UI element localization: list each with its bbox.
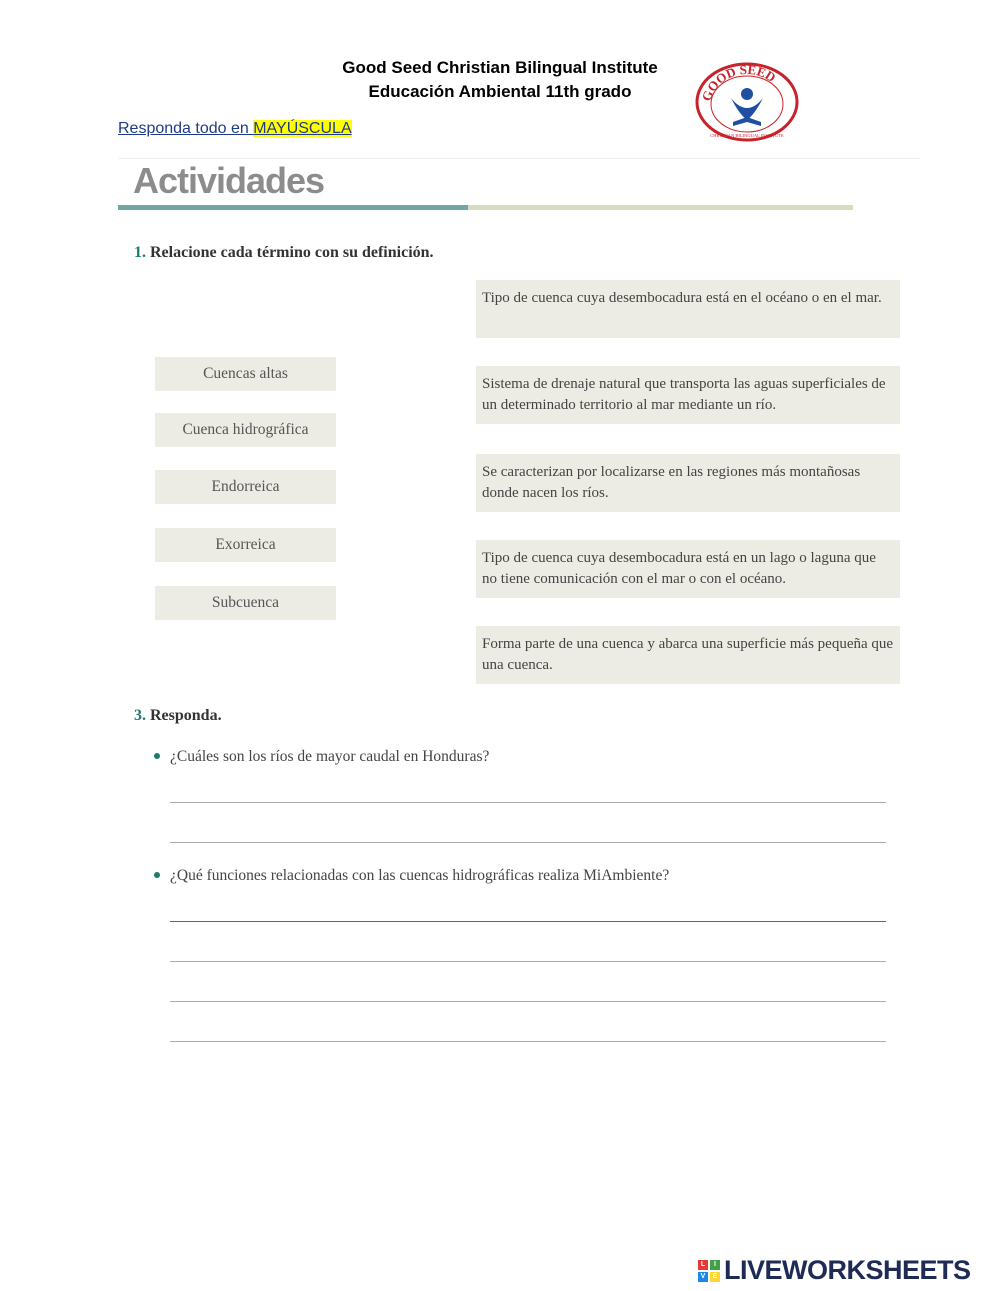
question-1-number: 1. — [134, 244, 146, 261]
bullet-icon — [154, 872, 160, 878]
instruction-prefix: Responda todo en — [118, 120, 254, 137]
instruction-highlight: MAYÚSCULA — [253, 120, 352, 137]
bullet-question — [154, 867, 669, 885]
answer-line[interactable] — [170, 1041, 886, 1042]
logo-bottom-text: CHRISTIAN BILINGUAL INSTITUTE — [710, 133, 784, 138]
answer-line[interactable] — [170, 1001, 886, 1002]
answer-line[interactable] — [170, 842, 886, 843]
question-3-prompt: Responda. — [150, 707, 222, 724]
answer-line[interactable] — [170, 961, 886, 962]
liveworksheets-wordmark: LIVEWORKSHEETS — [724, 1255, 971, 1285]
bullet-icon — [154, 753, 160, 759]
instruction-link[interactable] — [118, 120, 352, 138]
question-1-prompt: Relacione cada término con su definición. — [150, 244, 434, 261]
term-box[interactable]: Exorreica — [155, 528, 336, 562]
term-box[interactable]: Subcuenca — [155, 586, 336, 620]
term-box[interactable]: Endorreica — [155, 470, 336, 504]
bullet-question — [154, 748, 489, 766]
term-box[interactable]: Cuencas altas — [155, 357, 336, 391]
title-underline-teal — [118, 205, 468, 210]
answer-line[interactable] — [170, 802, 886, 803]
definition-box[interactable]: Forma parte de una cuenca y abarca una superficie más pequeña que una cuenca. — [476, 626, 900, 684]
top-rule — [118, 158, 920, 159]
logo-top-text: GOOD SEED — [698, 62, 779, 104]
title-underline-olive — [468, 205, 853, 210]
question-3-number: 3. — [134, 707, 146, 724]
bullet-text: ¿Qué funciones relacionadas con las cuencas hidrográficas realiza MiAmbiente? — [170, 867, 670, 884]
answer-line[interactable] — [170, 921, 886, 922]
liveworksheets-logo[interactable] — [698, 1257, 994, 1287]
section-title: Actividades — [133, 160, 325, 201]
definition-box[interactable]: Se caracterizan por localizarse en las regiones más montañosas donde nacen los ríos. — [476, 454, 900, 512]
school-name: Good Seed Christian Bilingual Institute — [342, 58, 658, 77]
course-title: Educación Ambiental 11th grado — [368, 82, 632, 101]
school-logo — [695, 62, 799, 142]
definition-box[interactable]: Tipo de cuenca cuya desembocadura está en el océano o en el mar. — [476, 280, 900, 338]
bullet-text: ¿Cuáles son los ríos de mayor caudal en Honduras? — [170, 748, 490, 765]
question-1 — [134, 244, 434, 262]
definition-box[interactable]: Tipo de cuenca cuya desembocadura está en un lago o laguna que no tiene comunicación con el mar o con el océano. — [476, 540, 900, 598]
live-grid-icon: L I V E — [698, 1260, 720, 1282]
term-box[interactable]: Cuenca hidrográfica — [155, 413, 336, 447]
definition-box[interactable]: Sistema de drenaje natural que transporta las aguas superficiales de un determinado territorio al mar mediante un río. — [476, 366, 900, 424]
question-3 — [134, 707, 222, 725]
